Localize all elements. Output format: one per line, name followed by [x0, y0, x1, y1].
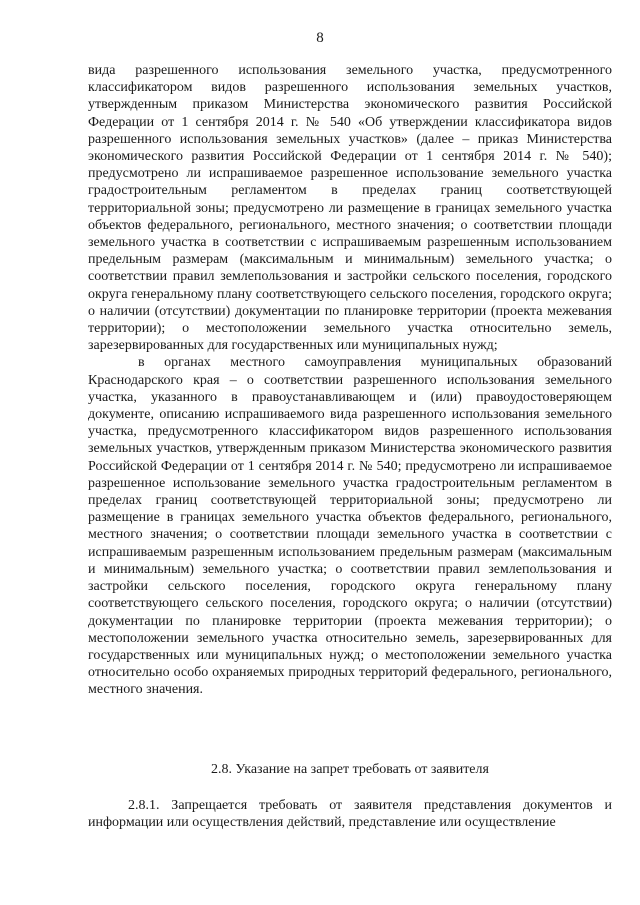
section-paragraph: 2.8.1. Запрещается требовать от заявителя представления документов и информации или осуществления действий, представление или осуществление [88, 798, 612, 831]
body-text [88, 62, 612, 699]
paragraph-local-government: в органах местного самоуправления муниципальных образований Краснодарского края – о соответствии разрешенного использования земельного участка, указанного в правоустанавливающем и (или) правоудостоверяющем документе, описанию испрашиваемого вида разрешенного использования земельного участка, предусмотренного классификатором видов разрешенного использования земельных участков, утвержденным приказом Министерства экономического развития Российской Федерации от 1 сентября 2014 г. № 540; предусмотрено ли испрашиваемое разрешенное использование земельного участка градостроительным регламентом в пределах границ соответствующей территориальной зоны; предусмотрено ли размещение в границах земельного участка объектов федерального, регионального, местного значения; о соответствии площади земельного участка в соответствии с испрашиваемым разрешенным использованием предельным размерам (максимальным и минимальным) земельного участка; о соответствии правил землепользования и застройки сельского поселения, городского округа генеральному плану соответствующего сельского поселения, городского округа; о наличии (отсутствии) документации по планировке территории (проекта межевания территории); о местоположении земельного участка относительно земель, зарезервированных для государственных или муниципальных нужд; о местоположении земельного участка относительно особо охраняемых природных территорий федерального, регионального, местного значения. [88, 355, 612, 698]
paragraph-land-use-continuation: вида разрешенного использования земельного участка, предусмотренного классификатором видов разрешенного использования земельных участков, утвержденным приказом Министерства экономического развития Российской Федерации от 1 сентября 2014 г. № 540 «Об утверждении классификатора видов разрешенного использования земельных участков» (далее – приказ Министерства экономического развития Российской Федерации от 1 сентября 2014 г. № 540); предусмотрено ли испрашиваемое разрешенное использование земельного участка градостроительным регламентом в пределах границ соответствующей территориальной зоны; предусмотрено ли размещение в границах земельного участка объектов федерального, регионального, местного значения; о соответствии площади земельного участка в соответствии с испрашиваемым разрешенным использованием предельным размерам (максимальным и минимальным) земельного участка; о соответствии правил землепользования и застройки сельского поселения, городского округа генеральному плану соответствующего сельского поселения, городского округа; о наличии (отсутствии) документации по планировке территории (проекта межевания территории); о местоположении земельного участка относительно земель, зарезервированных для государственных или муниципальных нужд; [88, 63, 612, 354]
section-heading: 2.8. Указание на запрет требовать от заявителя [211, 762, 489, 777]
page-number: 8 [316, 30, 324, 46]
